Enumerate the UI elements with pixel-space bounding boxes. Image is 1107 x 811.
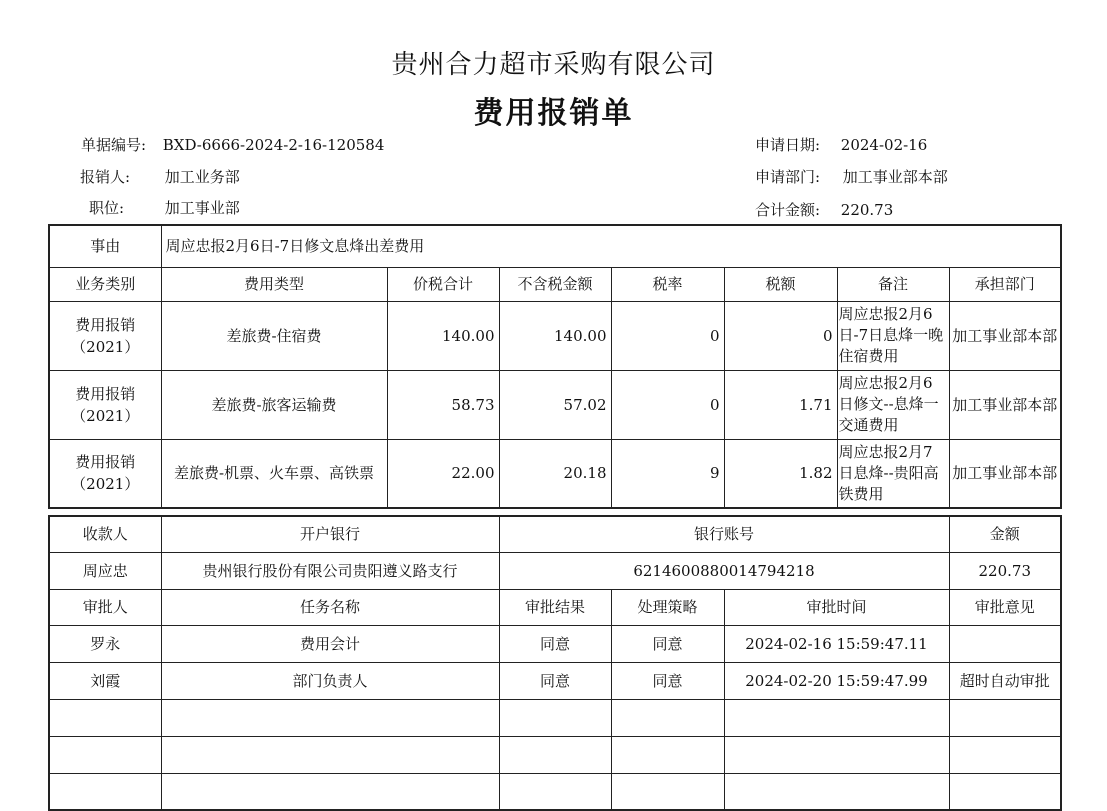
table-row	[49, 439, 1061, 508]
row-net: 57.02	[499, 370, 611, 439]
payee-approval-table	[48, 515, 1062, 811]
row-tax-amount: 0	[724, 301, 837, 370]
header-tax-amount: 税额	[724, 267, 837, 301]
payee-bank: 贵州银行股份有限公司贵阳遵义路支行	[161, 552, 499, 589]
header-task: 任务名称	[161, 589, 499, 625]
applicant-label: 报销人:	[79, 168, 130, 186]
header-amount: 金额	[949, 516, 1061, 552]
table-row	[49, 662, 1061, 699]
department-label: 申请部门:	[754, 168, 820, 186]
header-tax-rate: 税率	[611, 267, 724, 301]
header-result: 审批结果	[499, 589, 611, 625]
reason-label: 事由	[49, 225, 161, 267]
header-department: 承担部门	[949, 267, 1061, 301]
approver-name: 刘霞	[49, 662, 161, 699]
row-tax-rate: 0	[611, 301, 724, 370]
approval-opinion: 超时自动审批	[949, 662, 1061, 699]
row-note: 周应忠报2月6日-7日息烽一晚住宿费用	[837, 301, 949, 370]
row-category: 费用报销（2021）	[49, 370, 161, 439]
approval-time: 2024-02-20 15:59:47.99	[724, 662, 949, 699]
table-row	[49, 301, 1061, 370]
approval-result: 同意	[499, 625, 611, 662]
position-row	[64, 197, 240, 218]
row-total: 22.00	[387, 439, 499, 508]
approval-task: 部门负责人	[161, 662, 499, 699]
row-tax-rate: 9	[611, 439, 724, 508]
approval-strategy: 同意	[611, 662, 724, 699]
approval-task: 费用会计	[161, 625, 499, 662]
row-expense-type: 差旅费-机票、火车票、高铁票	[161, 439, 387, 508]
total-label: 合计金额:	[754, 201, 820, 219]
approval-header-row	[49, 589, 1061, 625]
document-title: 费用报销单	[473, 96, 634, 131]
approval-strategy: 同意	[611, 625, 724, 662]
approval-opinion	[949, 625, 1061, 662]
row-department: 加工事业部本部	[949, 439, 1061, 508]
row-total: 58.73	[387, 370, 499, 439]
header-approver: 审批人	[49, 589, 161, 625]
department-value: 加工事业部本部	[842, 168, 948, 186]
expense-header-row	[49, 267, 1061, 301]
table-row	[49, 625, 1061, 662]
total-row	[740, 199, 893, 220]
row-category: 费用报销（2021）	[49, 439, 161, 508]
empty-row	[49, 699, 1061, 736]
approval-result: 同意	[499, 662, 611, 699]
header-expense-type: 费用类型	[161, 267, 387, 301]
department-row	[740, 166, 948, 187]
apply-date-label: 申请日期:	[754, 136, 820, 154]
doc-number-row	[64, 134, 384, 155]
row-tax-amount: 1.82	[724, 439, 837, 508]
header-total: 价税合计	[387, 267, 499, 301]
row-tax-rate: 0	[611, 370, 724, 439]
header-net: 不含税金额	[499, 267, 611, 301]
total-value: 220.73	[840, 201, 894, 219]
reason-row	[49, 225, 1061, 267]
row-net: 140.00	[499, 301, 611, 370]
row-department: 加工事业部本部	[949, 370, 1061, 439]
applicant-value: 加工业务部	[164, 168, 240, 186]
header-bank: 开户银行	[161, 516, 499, 552]
reason-value: 周应忠报2月6日-7日修文息烽出差费用	[161, 225, 1061, 267]
company-name: 贵州合力超市采购有限公司	[391, 50, 716, 80]
row-category: 费用报销（2021）	[49, 301, 161, 370]
position-label: 职位:	[88, 199, 124, 217]
approver-name: 罗永	[49, 625, 161, 662]
header-note: 备注	[837, 267, 949, 301]
header-account: 银行账号	[499, 516, 949, 552]
row-note: 周应忠报2月6日修文--息烽一交通费用	[837, 370, 949, 439]
row-note: 周应忠报2月7日息烽--贵阳高铁费用	[837, 439, 949, 508]
apply-date-row	[740, 134, 927, 155]
row-department: 加工事业部本部	[949, 301, 1061, 370]
row-net: 20.18	[499, 439, 611, 508]
table-row	[49, 370, 1061, 439]
applicant-row	[64, 166, 240, 187]
row-total: 140.00	[387, 301, 499, 370]
header-payee: 收款人	[49, 516, 161, 552]
header-category: 业务类别	[49, 267, 161, 301]
position-value: 加工事业部	[164, 199, 240, 217]
row-expense-type: 差旅费-住宿费	[161, 301, 387, 370]
doc-number-label: 单据编号:	[80, 136, 146, 154]
approval-time: 2024-02-16 15:59:47.11	[724, 625, 949, 662]
apply-date-value: 2024-02-16	[840, 136, 928, 154]
payee-row	[49, 552, 1061, 589]
payee-name: 周应忠	[49, 552, 161, 589]
payee-account: 6214600880014794218	[499, 552, 949, 589]
doc-number-value: BXD-6666-2024-2-16-120584	[162, 136, 385, 154]
expense-table	[48, 224, 1062, 509]
payee-header-row	[49, 516, 1061, 552]
header-opinion: 审批意见	[949, 589, 1061, 625]
payee-amount: 220.73	[949, 552, 1061, 589]
header-time: 审批时间	[724, 589, 949, 625]
empty-row	[49, 736, 1061, 773]
row-expense-type: 差旅费-旅客运输费	[161, 370, 387, 439]
header-strategy: 处理策略	[611, 589, 724, 625]
empty-row	[49, 773, 1061, 810]
row-tax-amount: 1.71	[724, 370, 837, 439]
